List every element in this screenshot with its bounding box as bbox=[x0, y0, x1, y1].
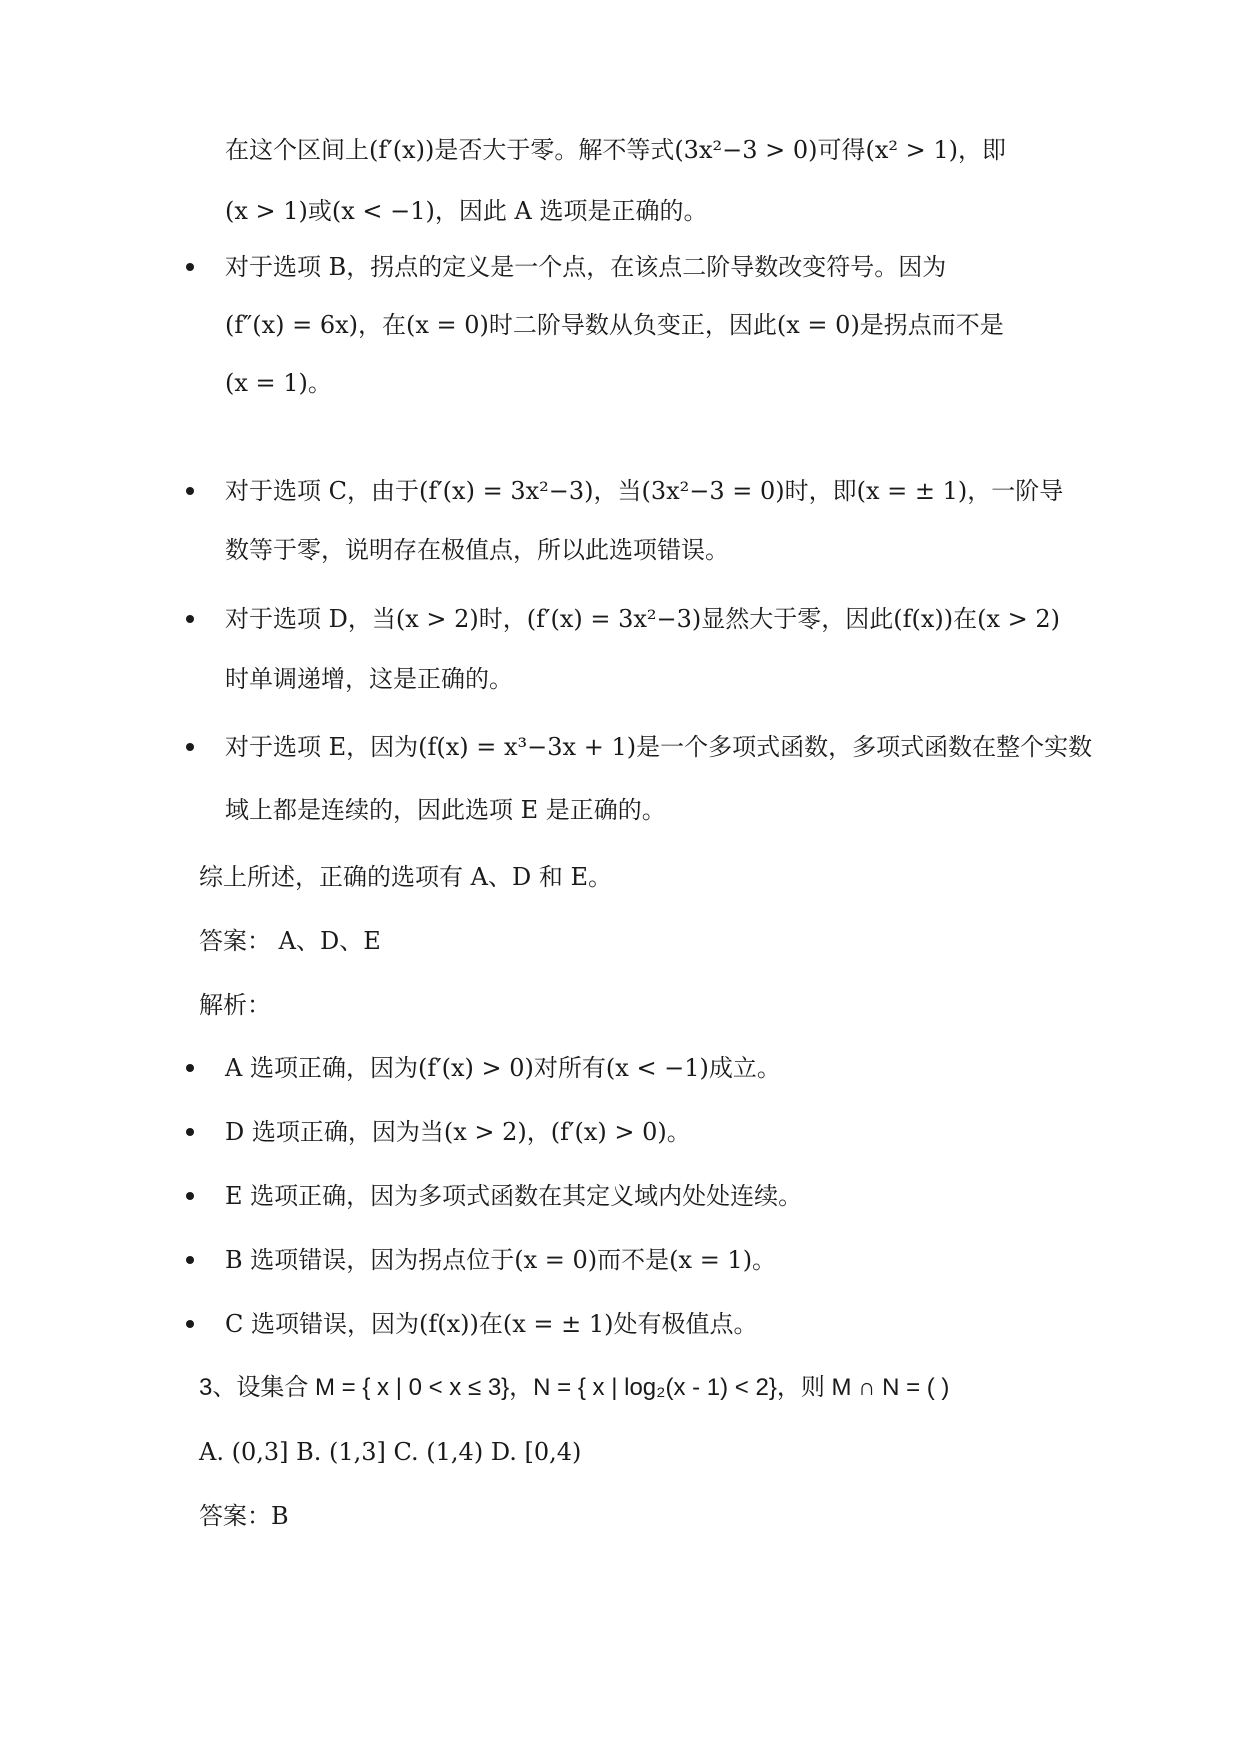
bullet-dot bbox=[186, 1192, 194, 1200]
continuation-line-1: 在这个区间上(f′(x))是否大于零。解不等式(3x²−3 > 0)可得(x² > 1)，即 bbox=[225, 136, 1007, 164]
analysis-item: D 选项正确，因为当(x > 2)，(f′(x) > 0)。 bbox=[225, 1118, 691, 1146]
analysis-item: A 选项正确，因为(f′(x) > 0)对所有(x < −1)成立。 bbox=[225, 1054, 781, 1082]
analysis-label: 解析： bbox=[199, 991, 271, 1019]
bullet-b-line-1: 对于选项 B，拐点的定义是一个点，在该点二阶导数改变符号。因为 bbox=[225, 253, 947, 281]
analysis-item: E 选项正确，因为多项式函数在其定义域内处处连续。 bbox=[225, 1182, 803, 1210]
bullet-dot bbox=[186, 1256, 194, 1264]
bullet-d-line-1: 对于选项 D，当(x > 2)时，(f′(x) = 3x²−3)显然大于零，因此(f(x))在(x > 2) bbox=[225, 605, 1061, 633]
summary-text: 综上所述，正确的选项有 A、D 和 E。 bbox=[199, 863, 612, 891]
bullet-d-line-2: 时单调递增，这是正确的。 bbox=[225, 665, 513, 693]
answer-line: 答案： A、D、E bbox=[199, 927, 381, 955]
bullet-dot bbox=[186, 487, 194, 495]
analysis-item: C 选项错误，因为(f(x))在(x = ± 1)处有极值点。 bbox=[225, 1310, 758, 1338]
question-3-answer: 答案：B bbox=[199, 1502, 289, 1530]
bullet-c-line-1: 对于选项 C，由于(f′(x) = 3x²−3)，当(3x²−3 = 0)时，即(x = ± 1)，一阶导 bbox=[225, 477, 1064, 505]
analysis-item: B 选项错误，因为拐点位于(x = 0)而不是(x = 1)。 bbox=[225, 1246, 777, 1274]
bullet-c-line-2: 数等于零，说明存在极值点，所以此选项错误。 bbox=[225, 536, 729, 564]
continuation-line-2: (x > 1)或(x < −1)，因此 A 选项是正确的。 bbox=[225, 197, 708, 225]
bullet-b-line-3: (x = 1)。 bbox=[225, 369, 332, 397]
bullet-dot bbox=[186, 1128, 194, 1136]
bullet-dot bbox=[186, 615, 194, 623]
bullet-b-line-2: (f″(x) = 6x)，在(x = 0)时二阶导数从负变正，因此(x = 0)是拐点而不是 bbox=[225, 311, 1004, 339]
bullet-dot bbox=[186, 743, 194, 751]
bullet-e-line-1: 对于选项 E，因为(f(x) = x³−3x + 1)是一个多项式函数，多项式函数在整个实数 bbox=[225, 733, 1093, 761]
bullet-e-line-2: 域上都是连续的，因此选项 E 是正确的。 bbox=[225, 796, 666, 824]
bullet-dot bbox=[186, 1064, 194, 1072]
question-3-stem: 3、设集合 M = { x | 0 < x ≤ 3}，N = { x | log₂(x - 1) < 2}，则 M ∩ N = ( ) bbox=[199, 1374, 950, 1401]
question-3-options: A. (0,3] B. (1,3] C. (1,4) D. [0,4) bbox=[199, 1438, 582, 1466]
bullet-dot bbox=[186, 263, 194, 271]
bullet-dot bbox=[186, 1320, 194, 1328]
